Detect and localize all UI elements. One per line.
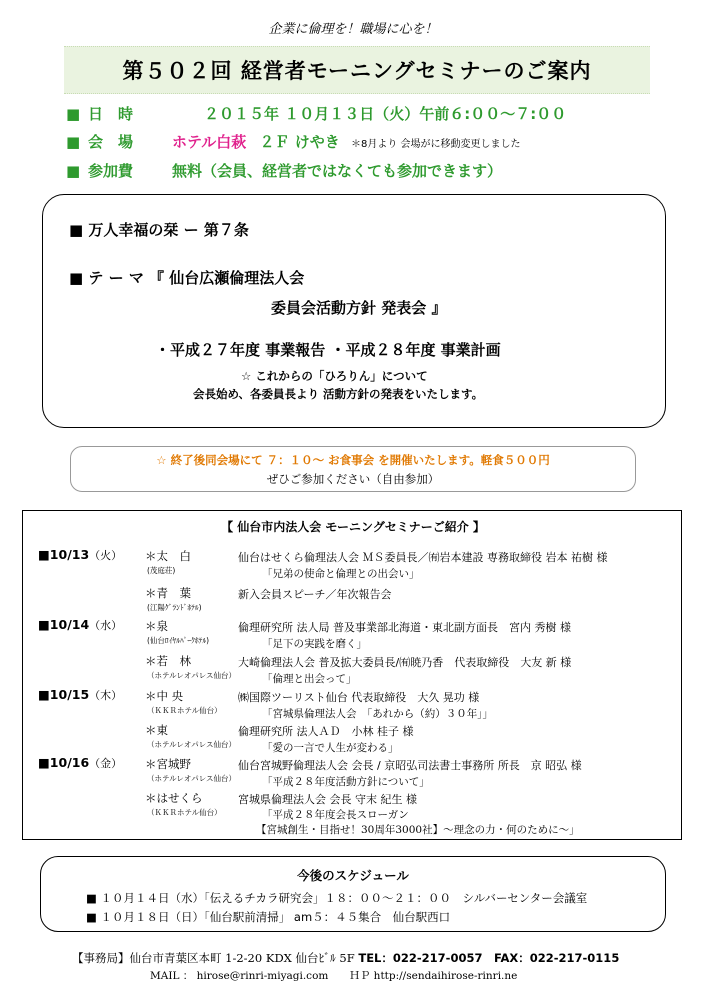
seminar-topic: 「足下の実践を磨く」 xyxy=(262,638,367,650)
seminar-branch: ＊青 葉 xyxy=(145,586,191,600)
venue-floor: ２Ｆ けやき xyxy=(259,133,340,151)
date-text: ■10/15 xyxy=(38,687,90,702)
theme-line-1: ■ テ ー マ 『 仙台広瀬倫理法人会 xyxy=(69,269,305,287)
venue-note: ＊8月より 会場がに移動変更しました xyxy=(350,139,521,150)
seminar-speaker: ㈱国際ツーリスト仙台 代表取締役 大久 晃功 様 xyxy=(238,691,480,704)
dinner-box xyxy=(70,446,636,492)
weekday-text: （火） xyxy=(89,549,123,562)
seminar-date xyxy=(38,755,122,771)
venue-label: 会 場 xyxy=(88,133,134,151)
seminar-speaker: 倫理研究所 法人ＡＤ 小林 桂子 様 xyxy=(238,725,414,738)
theme-box xyxy=(42,194,666,428)
seminar-topic: 「兄弟の使命と倫理との出会い」 xyxy=(262,568,420,580)
weekday-text: （金） xyxy=(89,757,123,770)
seminar-speaker: 新入会員スピーチ／年次報告会 xyxy=(238,588,392,601)
seminar-speaker: 大崎倫理法人会 普及拡大委員長/㈲暁乃香 代表取締役 大友 新 様 xyxy=(238,656,572,669)
theme-note-2: 会長始め、各委員長より 活動方針の発表をいたします。 xyxy=(193,387,484,401)
seminar-venue: （ＫＫＲホテル仙台） xyxy=(147,706,222,715)
seminar-topic-cont: 【宮城創生・目指せ！30周年3000社】～理念の力・何のために～」 xyxy=(256,824,580,836)
bullet-square-icon: ■ xyxy=(66,162,81,180)
bullet-square-icon: ■ xyxy=(66,133,81,151)
date-text: ■10/14 xyxy=(38,617,90,632)
bullet-square-icon: ■ xyxy=(66,105,81,123)
weekday-text: （水） xyxy=(89,619,123,632)
date-label: 日 時 xyxy=(88,105,134,123)
seminar-venue: (仙台ﾛｲﾔﾙﾊﾟｰｸﾎﾃﾙ) xyxy=(147,636,210,645)
seminar-date xyxy=(38,547,122,563)
seminar-topic: 「平成２８年度活動方針について」 xyxy=(262,776,430,788)
seminar-branch: ＊はせくら xyxy=(145,791,203,805)
seminar-heading: 【 仙台市内法人会 モーニングセミナーご紹介 】 xyxy=(221,520,485,534)
seminar-topic: 「平成２８年度会長スローガン xyxy=(262,809,409,821)
seminar-speaker: 仙台はせくら倫理法人会 ＭＳ委員長／㈲岩本建設 専務取締役 岩本 祐樹 様 xyxy=(238,551,608,564)
seminar-topic: 「宮城県倫理法人会 「あれから（約）３０年」」 xyxy=(262,708,493,720)
theme-line-2: 委員会活動方針 発表会 』 xyxy=(271,299,447,317)
fee-row xyxy=(66,160,502,181)
schedule-item: ■ １０月１４日（水）「伝えるチカラ研究会」１８：００～２１：００ シルバーセンター会議室 xyxy=(86,891,588,905)
venue-name: ホテル白萩 xyxy=(172,133,247,151)
seminar-topic: 「倫理と出会って」 xyxy=(262,673,357,685)
seminar-speaker: 仙台宮城野倫理法人会 会長 / 京昭弘司法書士事務所 所長 京 昭弘 様 xyxy=(238,759,582,772)
dinner-line-2: ぜひご参加ください（自由参加） xyxy=(266,472,440,486)
seminar-branch: ＊泉 xyxy=(145,619,168,633)
seminar-branch: ＊宮城野 xyxy=(145,757,191,771)
seminar-venue: （ホテルレオパレス仙台） xyxy=(147,740,237,749)
seminar-speaker: 宮城県倫理法人会 会長 守末 紀生 様 xyxy=(238,793,417,806)
reports-line: ・平成２７年度 事業報告 ・平成２８年度 事業計画 xyxy=(155,341,501,359)
seminar-venue: （ホテルレオパレス仙台） xyxy=(147,671,237,680)
seminar-topic: 「愛の一言で人生が変わる」 xyxy=(262,742,399,754)
seminar-speaker: 倫理研究所 法人局 普及事業部北海道・東北副方面長 宮内 秀樹 様 xyxy=(238,621,571,634)
venue-row xyxy=(66,131,521,152)
date-text: ■10/16 xyxy=(38,755,90,770)
fee-label: 参加費 xyxy=(88,162,134,180)
slogan: 企業に倫理を！職場に心を！ xyxy=(268,22,438,37)
seminar-venue: (江陽ｸﾞﾗﾝﾄﾞﾎﾃﾙ) xyxy=(147,603,202,612)
phone-fax: TEL：022-217-0057 FAX：022-217-0115 xyxy=(358,951,620,965)
date-text: ■10/13 xyxy=(38,547,90,562)
schedule-heading: 今後のスケジュール xyxy=(297,868,409,883)
page-title: 第５０２回 経営者モーニングセミナーのご案内 xyxy=(64,46,650,94)
seminar-branch: ＊東 xyxy=(145,723,168,737)
fee-value: 無料（会員、経営者ではなくても参加できます） xyxy=(172,162,503,180)
schedule-item: ■ １０月１８日（日）「仙台駅前清掃」 am５：４５集合 仙台駅西口 xyxy=(86,910,451,924)
office-address: 【事務局】仙台市青葉区本町 1-2-20 KDX 仙台ﾋﾞﾙ 5F xyxy=(72,951,355,965)
seminar-date xyxy=(38,617,122,633)
footer-contact xyxy=(72,950,619,966)
seminar-branch: ＊中 央 xyxy=(145,689,184,703)
date-row xyxy=(66,103,566,124)
seminar-venue: (茂庭荘) xyxy=(147,566,176,575)
footer-web: MAIL ： hirose@rinri-miyagi.com ＨＰ http://sendaihirose-rinri.ne xyxy=(150,970,518,982)
seminar-branch: ＊若 林 xyxy=(145,654,191,668)
date-value: ２０１５年 １０月１３日（火）午前６:００～７:００ xyxy=(204,105,567,123)
dinner-line-1: ☆ 終了後同会場にて ７：１０～ お食事会 を開催いたします。軽食５００円 xyxy=(156,453,550,467)
theme-note-1: ☆ これからの「ひろりん」について xyxy=(241,369,428,383)
article-line: ■ 万人幸福の栞 ー 第７条 xyxy=(69,221,249,239)
seminar-venue: （ＫＫＲホテル仙台） xyxy=(147,808,222,817)
seminar-branch: ＊太 白 xyxy=(145,549,191,563)
seminar-venue: （ホテルレオパレス仙台） xyxy=(147,774,237,783)
seminar-date xyxy=(38,687,122,703)
weekday-text: （木） xyxy=(89,689,123,702)
